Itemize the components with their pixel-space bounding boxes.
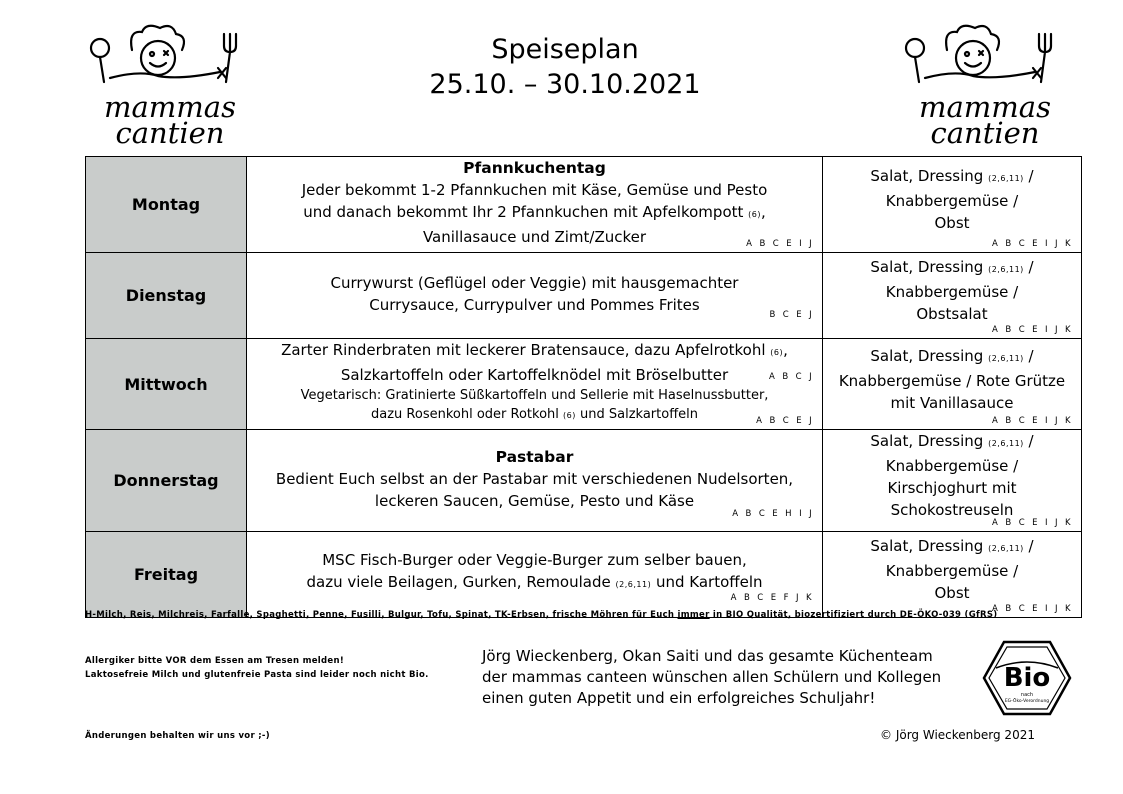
main-dish-mittwoch bbox=[247, 339, 823, 430]
title-text: Speiseplan bbox=[491, 34, 639, 65]
side-dish-freitag bbox=[823, 532, 1082, 618]
bio-logo-small: nach bbox=[1020, 692, 1034, 698]
logo-left bbox=[80, 20, 260, 150]
greeting-text: Jörg Wieckenberg, Okan Saiti und das gesamte Küchenteam der mammas canteen wünschen allen Schülern und Kollegen einen guten Appetit und ein erfolgreiches Schuljahr! bbox=[482, 647, 942, 707]
additive-sub: (6) bbox=[748, 210, 762, 219]
veg-line: Vegetarisch: Gratinierte Süßkartoffeln und Sellerie mit Haselnussbutter, bbox=[300, 388, 769, 403]
day-cell-donnerstag: Donnerstag bbox=[86, 430, 247, 532]
underlined-word: immer bbox=[677, 610, 710, 620]
main-line: MSC Fisch-Burger oder Veggie-Burger zum selber bauen, bbox=[322, 551, 747, 569]
allergen-codes: B C E J bbox=[769, 310, 814, 320]
side-line: Knabbergemüse / bbox=[885, 283, 1019, 301]
additive-sub: (2,6,11) bbox=[988, 353, 1024, 363]
changes-note: Änderungen behalten wir uns vor ;-) bbox=[85, 731, 270, 741]
side-line: Salat, Dressing (2,6,11) / bbox=[870, 432, 1034, 450]
menu-table bbox=[85, 156, 1082, 618]
additive-sub: (2,6,11) bbox=[988, 174, 1024, 183]
logo-text-cantien: cantien bbox=[930, 116, 1040, 150]
side-dish-dienstag bbox=[823, 253, 1082, 339]
copyright: © Jörg Wieckenberg 2021 bbox=[880, 728, 1035, 742]
side-line: Knabbergemüse / Rote Grütze bbox=[838, 371, 1066, 390]
main-line: und danach bekommt Ihr 2 Pfannkuchen mit Apfelkompott (6), bbox=[303, 203, 766, 221]
main-dish-donnerstag bbox=[247, 430, 823, 532]
title-date-range: 25.10. – 30.10.2021 bbox=[429, 69, 701, 100]
main-dish-montag bbox=[247, 157, 823, 253]
main-heading: Pfannkuchentag bbox=[463, 159, 606, 177]
main-line: Jeder bekommt 1-2 Pfannkuchen mit Käse, Gemüse und Pesto bbox=[301, 181, 768, 199]
allergen-codes: A B C E F J K bbox=[730, 593, 814, 603]
day-cell-mittwoch: Mittwoch bbox=[86, 339, 247, 430]
side-line: Salat, Dressing (2,6,11) / bbox=[870, 167, 1034, 185]
side-line: Salat, Dressing (2,6,11) / bbox=[870, 346, 1034, 365]
additive-sub: (2,6,11) bbox=[988, 544, 1024, 553]
main-dish-dienstag bbox=[247, 253, 823, 339]
table-row bbox=[86, 339, 1082, 430]
main-line: Currywurst (Geflügel oder Veggie) mit hausgemachter bbox=[330, 273, 739, 292]
main-line: Bedient Euch selbst an der Pastabar mit verschiedenen Nudelsorten, bbox=[275, 469, 794, 488]
main-dish-freitag bbox=[247, 532, 823, 618]
logo-text-cantien: cantien bbox=[115, 116, 225, 150]
side-line: Kirschjoghurt mit bbox=[887, 479, 1017, 497]
allergen-codes: A B C E J bbox=[756, 416, 814, 426]
main-line: dazu viele Beilagen, Gurken, Remoulade (2,6,11) und Kartoffeln bbox=[306, 573, 763, 591]
main-line: Currysauce, Currypulver und Pommes Frites bbox=[369, 295, 700, 314]
additive-sub: (2,6,11) bbox=[615, 580, 652, 589]
table-row bbox=[86, 157, 1082, 253]
day-cell-montag: Montag bbox=[86, 157, 247, 253]
main-line: leckeren Saucen, Gemüse, Pesto und Käse bbox=[374, 491, 695, 510]
side-line: Knabbergemüse / bbox=[885, 192, 1019, 210]
day-cell-freitag: Freitag bbox=[86, 532, 247, 618]
additive-sub: (2,6,11) bbox=[988, 265, 1024, 274]
allergen-codes: A B C E I J bbox=[746, 239, 814, 249]
allergen-codes: A B C E H I J bbox=[732, 509, 814, 519]
table-row bbox=[86, 532, 1082, 618]
side-line: Obst bbox=[934, 584, 970, 602]
allergy-note: Allergiker bitte VOR dem Essen am Tresen melden! Laktosefreie Milch und glutenfreie Pasta sind leider noch nicht Bio. bbox=[85, 656, 429, 680]
allergen-codes: A B C E I J K bbox=[992, 518, 1073, 528]
bio-seal-icon bbox=[982, 638, 1072, 718]
allergen-codes: A B C E I J K bbox=[992, 416, 1073, 426]
logo-figure-icon bbox=[80, 20, 260, 100]
allergen-codes: A B C E I J K bbox=[992, 325, 1073, 335]
allergen-codes: A B C E I J K bbox=[992, 239, 1073, 249]
bio-footnote: H-Milch, Reis, Milchreis, Farfalle, Spaghetti, Penne, Fusilli, Bulgur, Tofu, Spinat, TK-Erbsen, frische Möhren für Euch immer in BIO Qualität, biozertifiziert durch DE-ÖKO-039 (GfRS) bbox=[85, 610, 998, 620]
main-line: Salzkartoffeln oder Kartoffelknödel mit Bröselbutter A B C J bbox=[247, 364, 822, 386]
bio-logo-small: EG-Öko-Verordnung bbox=[1004, 699, 1050, 704]
main-heading: Pastabar bbox=[495, 447, 574, 466]
side-line: Salat, Dressing (2,6,11) / bbox=[870, 537, 1034, 555]
logo-text-mammas: mammas bbox=[104, 90, 236, 124]
side-dish-mittwoch bbox=[823, 339, 1082, 430]
side-line: Knabbergemüse / bbox=[885, 562, 1019, 580]
side-line: Knabbergemüse / bbox=[885, 457, 1019, 475]
table-row bbox=[86, 253, 1082, 339]
logo-right bbox=[895, 20, 1075, 150]
veg-line: dazu Rosenkohl oder Rotkohl (6) und Salzkartoffeln bbox=[371, 407, 698, 422]
logo-text-mammas: mammas bbox=[919, 90, 1051, 124]
side-dish-montag bbox=[823, 157, 1082, 253]
side-line: Salat, Dressing (2,6,11) / bbox=[870, 258, 1034, 276]
table-row bbox=[86, 430, 1082, 532]
main-line: Zarter Rinderbraten mit leckerer Bratensauce, dazu Apfelrotkohl (6), bbox=[281, 341, 788, 359]
additive-sub: (6) bbox=[563, 411, 576, 420]
side-line: Obstsalat bbox=[916, 305, 988, 323]
allergen-codes: A B C E I J K bbox=[992, 604, 1073, 614]
side-line: mit Vanillasauce bbox=[890, 393, 1014, 412]
side-line: Obst bbox=[934, 214, 970, 232]
main-line: Vanillasauce und Zimt/Zucker bbox=[422, 228, 647, 246]
additive-sub: (2,6,11) bbox=[988, 439, 1024, 448]
logo-figure-icon bbox=[895, 20, 1075, 100]
bio-logo-text: Bio bbox=[1003, 663, 1051, 693]
side-dish-donnerstag bbox=[823, 430, 1082, 532]
allergen-codes: A B C J bbox=[769, 372, 814, 382]
additive-sub: (6) bbox=[770, 348, 784, 357]
day-cell-dienstag: Dienstag bbox=[86, 253, 247, 339]
side-line: Schokostreuseln bbox=[890, 501, 1014, 519]
page-title bbox=[390, 32, 740, 102]
